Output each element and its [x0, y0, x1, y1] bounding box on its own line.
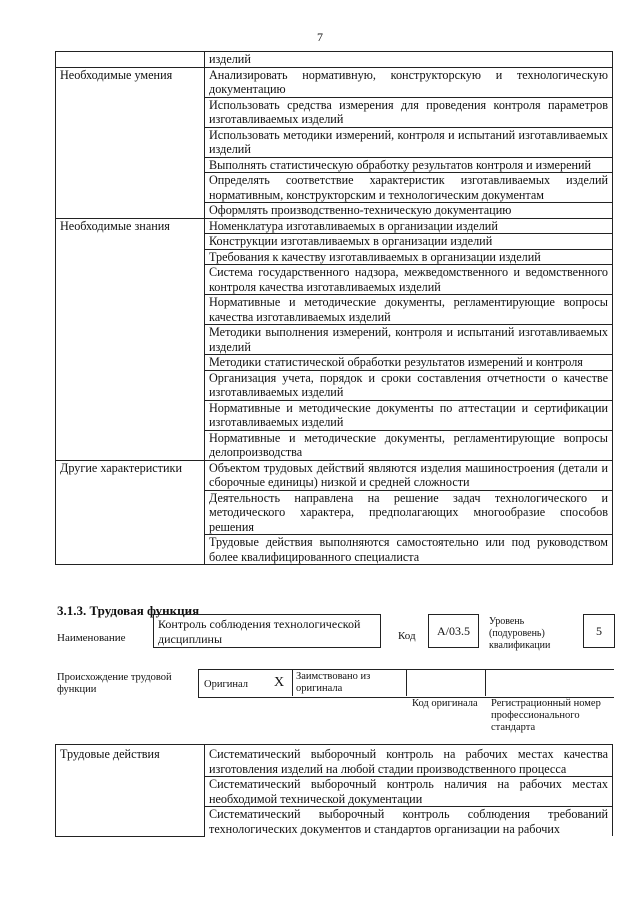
skill-item: Выполнять статистическую обработку результатов контроля и измерений [205, 157, 613, 173]
knowledge-item: Методики выполнения измерений, контроля и испытаний изготавливаемых изделий [205, 325, 613, 355]
page-number: 7 [317, 30, 323, 44]
function-name-box: Контроль соблюдения технологической дисциплины [153, 614, 381, 648]
knowledge-item: Номенклатура изготавливаемых в организации изделий [205, 218, 613, 234]
knowledge-item: Конструкции изготавливаемых в организации изделий [205, 234, 613, 250]
function-code-box: А/03.5 [428, 614, 479, 648]
other-item: Трудовые действия выполняются самостоятельно или под руководством более квалифицированного специалиста [205, 535, 613, 565]
function-heading: 3.1.3. Трудовая функция [57, 603, 200, 618]
code-label: Код [398, 630, 416, 642]
other-label: Другие характеристики [56, 460, 205, 565]
action-item: Систематический выборочный контроль наличия на рабочих местах необходимой технической документации [205, 777, 613, 807]
table-row [56, 67, 613, 97]
actions-label: Трудовые действия [56, 745, 205, 837]
table-row [56, 460, 613, 490]
skill-item: Оформлять производственно-техническую документацию [205, 203, 613, 219]
skills-label: Необходимые умения [56, 67, 205, 218]
level-value-box: 5 [583, 614, 615, 648]
other-item: Деятельность направлена на решение задач технологического и методического характера, предполагающих многообразие способов решения [205, 490, 613, 535]
requirements-table [55, 51, 613, 565]
original-label: Оригинал [204, 679, 248, 690]
skill-item: Использовать средства измерения для проведения контроля параметров изготавливаемых изделий [205, 97, 613, 127]
knowledge-item: Методики статистической обработки результатов измерений и контроля [205, 355, 613, 371]
knowledge-item: Организация учета, порядок и сроки составления отчетности о качестве изготавливаемых изделий [205, 370, 613, 400]
knowledge-item: Нормативные и методические документы, регламентирующие вопросы качества изготавливаемых изделий [205, 295, 613, 325]
knowledge-item: Требования к качеству изготавливаемых в организации изделий [205, 249, 613, 265]
divider [406, 669, 407, 696]
knowledge-label: Необходимые знания [56, 218, 205, 460]
name-label: Наименование [57, 632, 126, 644]
divider [292, 669, 293, 696]
actions-table [55, 744, 613, 837]
continuation-cell: изделий [205, 52, 613, 68]
table-row [56, 745, 613, 777]
reg-number-label: Регистрационный номер профессионального стандарта [491, 698, 601, 733]
borrowed-label: Заимствовано из оригинала [296, 671, 371, 694]
knowledge-item: Нормативные и методические документы, регламентирующие вопросы делопроизводства [205, 430, 613, 460]
divider [485, 669, 486, 696]
knowledge-item: Система государственного надзора, межведомственного и ведомственного контроля качества изготавливаемых изделий [205, 265, 613, 295]
code-original-label: Код оригинала [412, 698, 478, 709]
other-item: Объектом трудовых действий являются изделия машиностроения (детали и сборочные единицы) низкой и средней сложности [205, 460, 613, 490]
action-item: Систематический выборочный контроль на рабочих местах качества изготовления изделий на любой стадии производственного процесса [205, 745, 613, 777]
skill-item: Использовать методики измерений, контроля и испытаний изготавливаемых изделий [205, 127, 613, 157]
original-mark: X [274, 675, 285, 690]
knowledge-item: Нормативные и методические документы по аттестации и сертификации изготавливаемых изделий [205, 400, 613, 430]
table-row [56, 52, 613, 68]
origin-label: Происхождение трудовой функции [57, 672, 172, 695]
action-item: Систематический выборочный контроль соблюдения требований технологических документов и стандартов организации на рабочих [205, 807, 613, 837]
level-label: Уровень (подуровень) квалификации [489, 616, 551, 651]
skill-item: Анализировать нормативную, конструкторскую и технологическую документацию [205, 67, 613, 97]
table-row [56, 218, 613, 234]
skill-item: Определять соответствие характеристик изготавливаемых изделий нормативным, конструкторским и технологическим документам [205, 173, 613, 203]
